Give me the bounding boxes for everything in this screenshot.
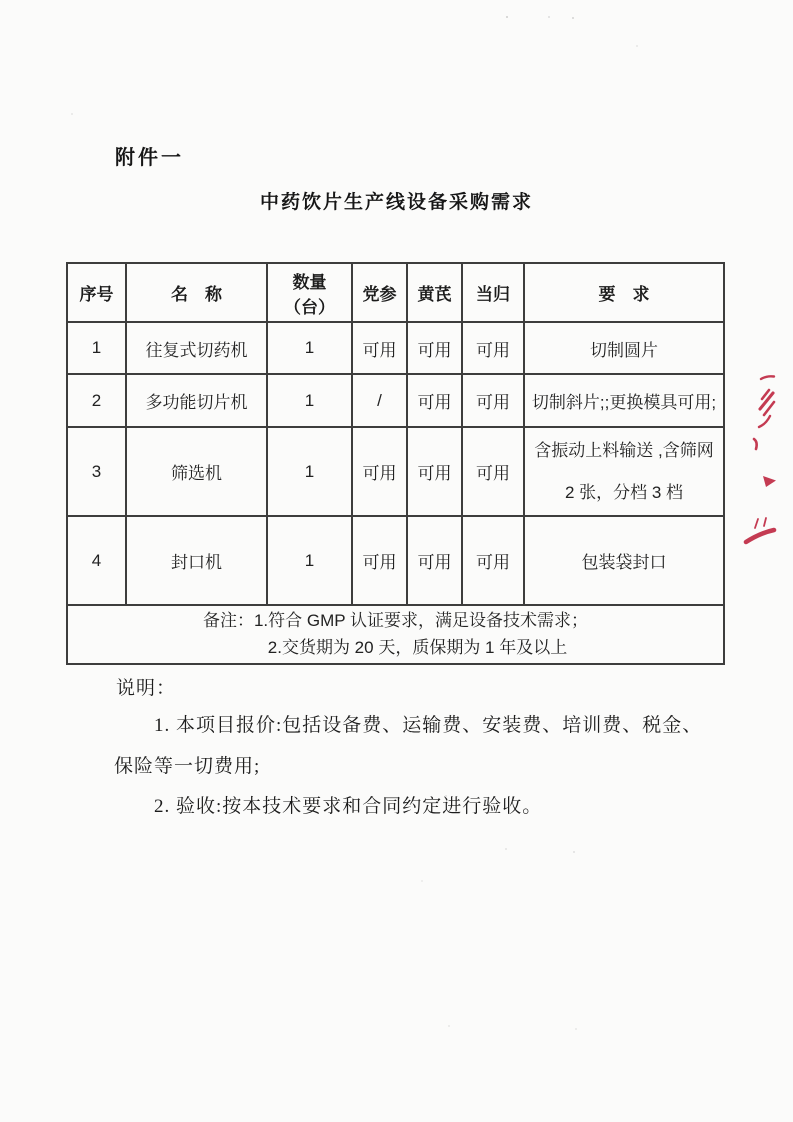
cell-danggui: 可用	[462, 374, 524, 427]
cell-quantity: 1	[267, 374, 352, 427]
scan-noise-speckles	[0, 0, 2, 2]
cell-requirements: 切制圆片	[524, 322, 724, 374]
cell-huangqi: 可用	[407, 427, 462, 516]
notes-heading: 说明：	[116, 678, 177, 699]
cell-danggui: 可用	[462, 427, 524, 516]
remark-line-1: 备注：1.符合 GMP 认证要求，满足设备技术需求；	[202, 611, 589, 631]
col-header-index: 序号	[67, 263, 126, 322]
table-row	[67, 374, 724, 427]
cell-huangqi: 可用	[407, 322, 462, 374]
col-header-danggui: 当归	[462, 263, 524, 322]
remark-cell	[67, 605, 724, 664]
remark-row	[67, 605, 724, 664]
cell-index: 3	[67, 427, 126, 516]
cell-name: 往复式切药机	[126, 322, 267, 374]
cell-requirements: 包装袋封口	[524, 516, 724, 605]
notes-item1-line2: 保险等一切费用;	[114, 756, 261, 777]
cell-index: 4	[67, 516, 126, 605]
notes-item2: 2. 验收:按本技术要求和合同约定进行验收。	[154, 796, 543, 817]
attachment-label: 附件一	[115, 147, 184, 169]
col-header-huangqi: 黄芪	[407, 263, 462, 322]
cell-danggui: 可用	[462, 322, 524, 374]
remark-line-2: 2.交货期为 20 天，质保期为 1 年及以上	[267, 637, 568, 657]
cell-danggui: 可用	[462, 516, 524, 605]
notes-item1-line1: 1. 本项目报价:包括设备费、运输费、安装费、培训费、税金、	[154, 715, 703, 736]
cell-index: 2	[67, 374, 126, 427]
cell-name: 封口机	[126, 516, 267, 605]
col-header-requirements: 要 求	[524, 263, 724, 322]
cell-dangshen: /	[352, 374, 407, 427]
cell-requirements: 含振动上料输送 ,含筛网 2 张，分档 3 档	[524, 427, 724, 516]
cell-dangshen: 可用	[352, 516, 407, 605]
cell-quantity: 1	[267, 516, 352, 605]
col-header-dangshen: 党参	[352, 263, 407, 322]
cell-quantity: 1	[267, 427, 352, 516]
cell-quantity: 1	[267, 322, 352, 374]
document-title: 中药饮片生产线设备采购需求	[259, 192, 533, 213]
cell-name: 筛选机	[126, 427, 267, 516]
cell-name: 多功能切片机	[126, 374, 267, 427]
table-row	[67, 322, 724, 374]
col-header-quantity: 数量（台）	[267, 263, 352, 322]
cell-dangshen: 可用	[352, 427, 407, 516]
table-row	[67, 427, 724, 516]
cell-huangqi: 可用	[407, 374, 462, 427]
cell-index: 1	[67, 322, 126, 374]
col-header-name: 名 称	[126, 263, 267, 322]
equipment-table	[66, 262, 725, 665]
table-row	[67, 516, 724, 605]
cell-requirements: 切制斜片;;更换模具可用;	[524, 374, 724, 427]
cell-huangqi: 可用	[407, 516, 462, 605]
table-header-row	[67, 263, 724, 322]
cell-dangshen: 可用	[352, 322, 407, 374]
red-pen-marks-annotation	[733, 366, 793, 551]
